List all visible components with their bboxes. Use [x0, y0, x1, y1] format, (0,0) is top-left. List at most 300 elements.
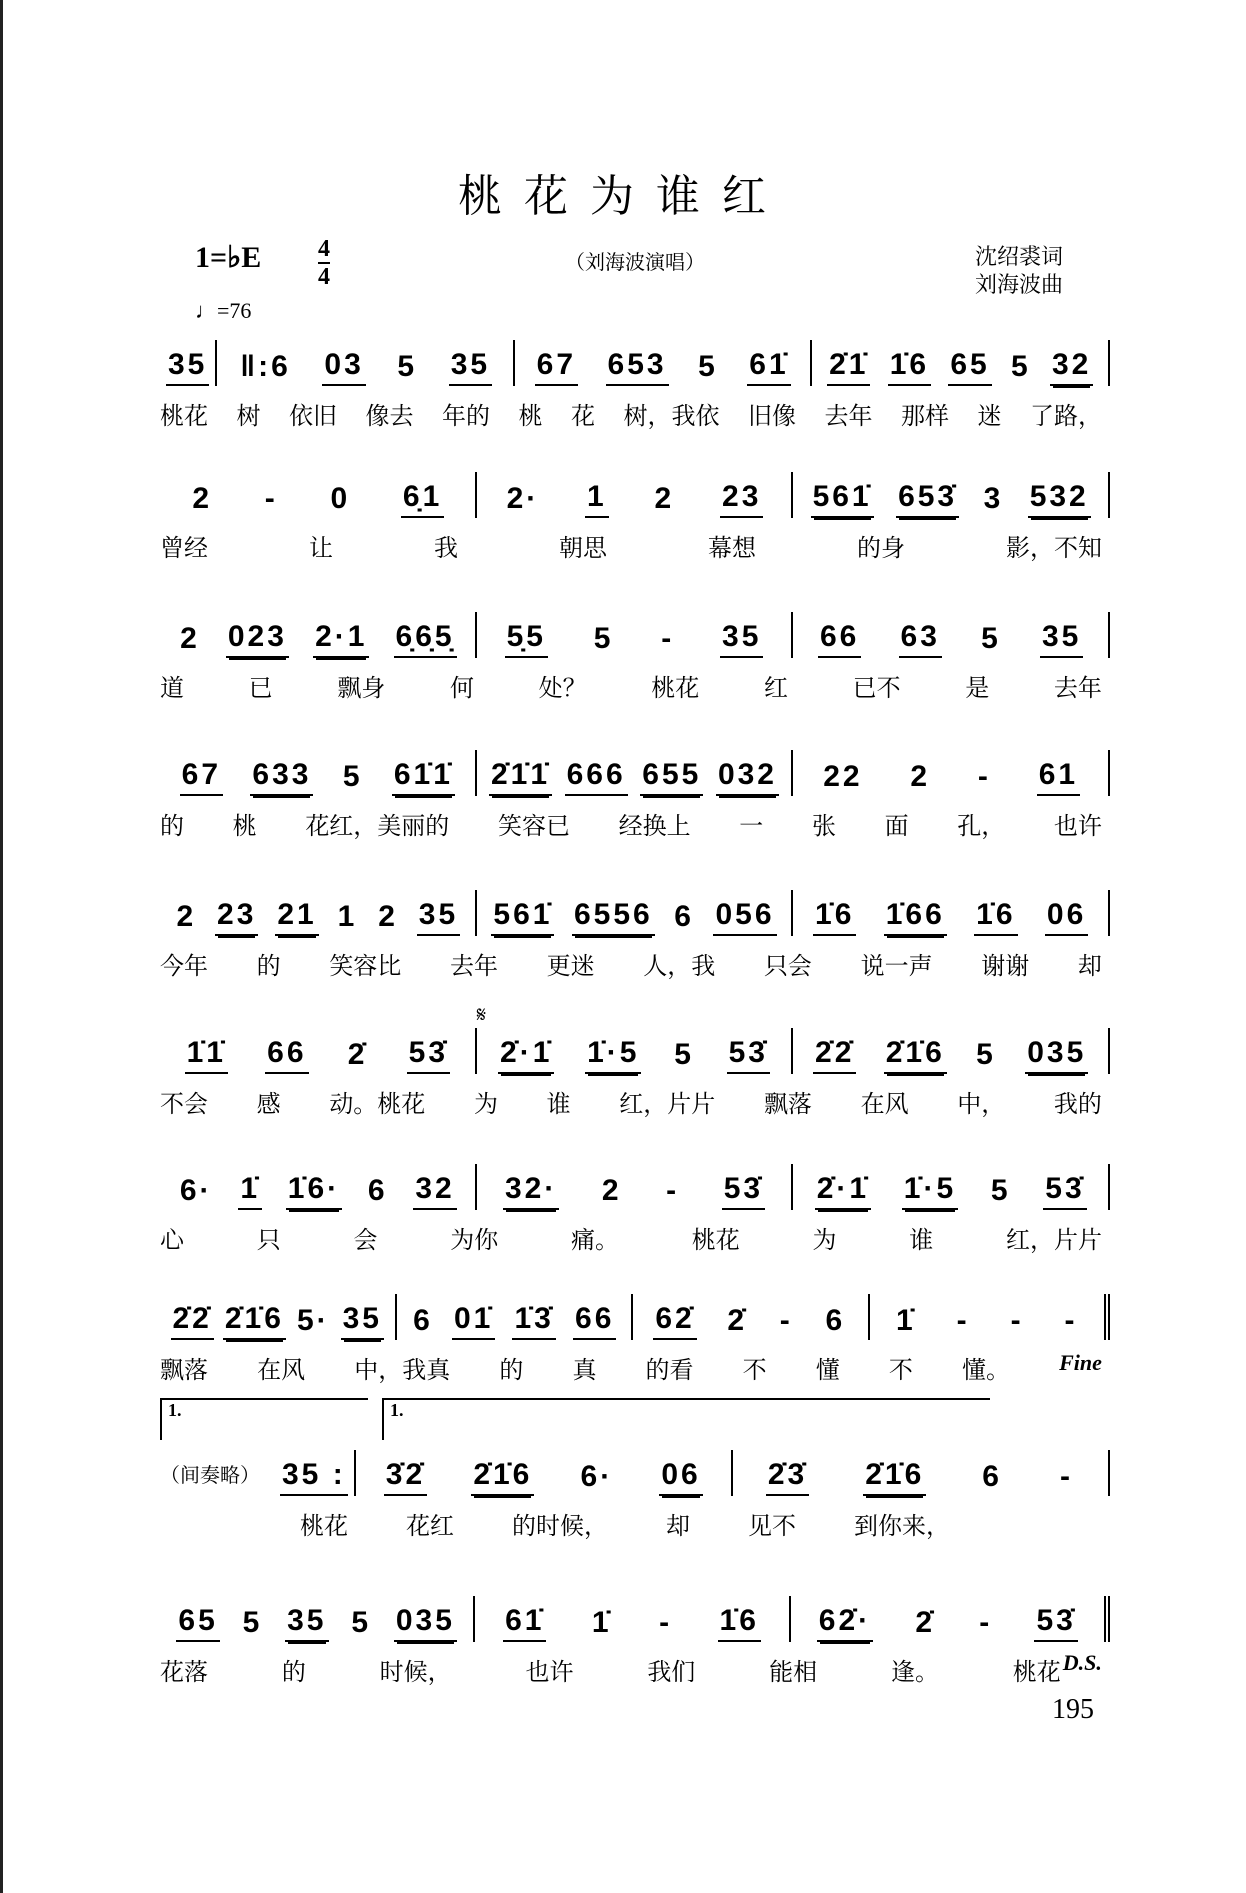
note-group: 62̇ — [653, 1302, 696, 1340]
note-group: 32 — [1050, 348, 1093, 386]
note-group: - — [666, 1174, 680, 1207]
notes-line — [160, 1164, 1110, 1210]
lyric-syllable: 依旧 — [289, 402, 337, 430]
score-row — [160, 750, 1110, 841]
note-group: - — [661, 622, 675, 655]
note-group: 6· — [179, 1174, 213, 1207]
lyric-syllable: 也许 — [1053, 812, 1102, 840]
note-group: 35 — [285, 1604, 328, 1642]
note-group: 5 — [351, 1606, 372, 1639]
note-group: 6 — [367, 1174, 388, 1207]
lyric-syllable: 中， — [957, 1090, 1006, 1118]
lyric-syllable: 旧像 — [748, 402, 796, 430]
composer-credit: 刘海波曲 — [975, 273, 1064, 298]
lyric-syllable: 一 — [739, 812, 764, 840]
note-group: 5 — [674, 1038, 694, 1071]
note-group: 0 — [330, 482, 351, 515]
lyric-syllable: 桃 — [232, 812, 257, 840]
note-group: 035 — [394, 1604, 457, 1642]
lyric-syllable: 让 — [309, 534, 333, 562]
score-row — [160, 1002, 1110, 1119]
score-row — [160, 1400, 1110, 1541]
lyric-syllable: 谁 — [909, 1226, 934, 1254]
note-group: 1̇·5 — [902, 1172, 958, 1210]
lyric-syllable: 桃花 — [1012, 1658, 1061, 1686]
note-group: 1̇6 — [888, 348, 931, 386]
lyric-syllable: 桃花 — [160, 402, 208, 430]
lyric-syllable: 为 — [812, 1226, 837, 1254]
lyric-syllable: 能相 — [769, 1658, 818, 1686]
note-group: 561̇ — [811, 480, 874, 518]
note-group: 2 — [910, 760, 931, 793]
note-group: 23 — [215, 898, 258, 936]
note-group: 63 — [899, 620, 942, 658]
note-group: - — [1059, 1460, 1073, 1493]
lyric-syllable: 像去 — [365, 402, 414, 430]
note-group: 35 — [417, 898, 460, 936]
ds-marking: D.S. — [1062, 1650, 1102, 1675]
lyric-syllable: 的时候， — [512, 1512, 608, 1540]
lyric-syllable: 我们 — [647, 1658, 696, 1686]
lyrics-line — [160, 1220, 1110, 1255]
note-group: 66 — [573, 1302, 616, 1340]
score-row — [160, 1596, 1110, 1687]
note-group: 1̇1̇ — [185, 1036, 228, 1074]
note-group: 53̇ — [722, 1172, 765, 1210]
note-group: 633 — [250, 758, 313, 796]
lyric-syllable: 是 — [965, 674, 990, 702]
note-group: 032 — [716, 758, 779, 796]
note-group: 1̇66 — [884, 898, 947, 936]
note-group: 532 — [1028, 480, 1091, 518]
note-group: 5 — [976, 1038, 996, 1071]
lyric-syllable: 只 — [256, 1226, 281, 1254]
note-group: 1̇6 — [718, 1604, 761, 1642]
lyric-syllable: 红，片片 — [619, 1090, 716, 1118]
score-row — [160, 890, 1110, 981]
lyrics-line — [160, 396, 1110, 431]
lyric-syllable: 幕想 — [708, 534, 756, 562]
note-group: 1̇ — [895, 1304, 916, 1337]
lyric-syllable: 何 — [449, 674, 474, 702]
lyric-syllable: 时候， — [379, 1658, 452, 1686]
score-row — [160, 1164, 1110, 1255]
note-group: 2 — [601, 1174, 622, 1207]
lyric-syllable: 年的 — [442, 402, 490, 430]
performer-credit: （刘海波演唱） — [565, 250, 705, 274]
lyric-syllable: 的 — [256, 952, 281, 980]
lyric-syllable: 桃花 — [300, 1512, 348, 1540]
note-group: 66 — [818, 620, 861, 658]
lyric-syllable: 去年 — [449, 952, 498, 980]
note-group: 01̇ — [452, 1302, 495, 1340]
key-signature: 1=♭E — [195, 241, 262, 274]
note-group: 6· — [580, 1460, 614, 1493]
note-group: 6 — [413, 1304, 433, 1337]
note-group: 2 — [192, 482, 213, 515]
note-group: 6̣6̣5̣ — [394, 620, 457, 658]
measure — [793, 1028, 1110, 1074]
note-group: 666 — [565, 758, 628, 796]
lyric-syllable: 却 — [1077, 952, 1102, 980]
note-group: 35 — [720, 620, 763, 658]
note-group: 53̇ — [1034, 1604, 1077, 1642]
measure — [476, 1002, 794, 1074]
note-group: 1̇ — [591, 1606, 612, 1639]
note-group: 5 — [981, 622, 1001, 655]
note-group: 03 — [322, 348, 365, 386]
note-group: 2 — [180, 622, 200, 655]
notes-line — [160, 340, 1110, 386]
lyric-syllable: 花红，美丽的 — [305, 812, 450, 840]
lyric-syllable: 不 — [888, 1356, 913, 1384]
score-row — [160, 1294, 1110, 1385]
notes-line — [160, 750, 1110, 796]
lyrics-line — [160, 806, 1110, 841]
note-group: 35 — [341, 1302, 384, 1340]
note-group: 2̇1̇6 — [884, 1036, 947, 1074]
lyric-syllable: 桃花 — [691, 1226, 740, 1254]
lyric-syllable: 面 — [884, 812, 909, 840]
measure — [793, 1164, 1110, 1210]
note-group: 5 — [342, 760, 363, 793]
note-group: - — [956, 1304, 970, 1337]
lyric-syllable: 张 — [811, 812, 836, 840]
note-group: 23 — [720, 480, 763, 518]
lyric-syllable: 见不 — [748, 1512, 796, 1540]
note-group: - — [1064, 1304, 1078, 1337]
lyric-syllable: 也许 — [525, 1658, 574, 1686]
note-group: 5 — [1011, 350, 1031, 383]
time-numerator: 4 — [318, 236, 330, 262]
note-group: 2̇1̇1̇ — [489, 758, 552, 796]
note-group: 61 — [1037, 758, 1080, 796]
lyric-syllable: 树，我依 — [623, 402, 720, 430]
measure — [160, 890, 477, 936]
lyric-syllable: 那样 — [901, 402, 949, 430]
lyricist-credit: 沈绍裘词 — [975, 245, 1064, 270]
note-group: 32 — [413, 1172, 456, 1210]
note-group: 1̇6 — [974, 898, 1017, 936]
note-group: 62̇· — [817, 1604, 873, 1642]
note-group: 35 — [449, 348, 492, 386]
note-group: 1 — [337, 900, 358, 933]
lyric-syllable: 的 — [160, 812, 184, 840]
score-row — [160, 612, 1110, 703]
lyric-syllable: 人，我 — [643, 952, 716, 980]
measure — [812, 340, 1110, 386]
lyric-syllable: 树 — [236, 402, 261, 430]
note-group: 65 — [948, 348, 991, 386]
lyric-syllable: 去年 — [824, 402, 873, 430]
measure — [477, 472, 794, 518]
note-group: 1̇ — [238, 1172, 262, 1210]
volta-1-bracket: 1. — [160, 1398, 368, 1440]
measure — [477, 612, 794, 658]
score-row — [160, 472, 1110, 563]
fine-marking: Fine — [1059, 1350, 1102, 1375]
score-row — [160, 340, 1110, 431]
page-edge-line — [0, 0, 3, 1893]
note-group: 21 — [275, 898, 318, 936]
measure — [477, 750, 794, 796]
note-group: - — [979, 1606, 993, 1639]
note-group: 32· — [503, 1172, 559, 1210]
notes-line — [160, 1294, 1110, 1340]
note-group: 035 — [1025, 1036, 1088, 1074]
lyrics-line — [160, 1350, 1110, 1385]
note-group: 06 — [659, 1458, 702, 1496]
lyrics-line — [160, 1506, 1110, 1541]
note-group: 2 — [378, 900, 398, 933]
note-group: 67 — [535, 348, 578, 386]
lyric-syllable: 了路， — [1030, 402, 1102, 430]
note-group: 6 — [825, 1304, 846, 1337]
lyric-syllable: 已不 — [852, 674, 901, 702]
measure — [793, 472, 1110, 518]
note-group: 2̇ — [347, 1038, 368, 1071]
note-group: 2̇1̇6 — [223, 1302, 286, 1340]
note-group: 5 — [593, 622, 614, 655]
note-group: 023 — [226, 620, 289, 658]
lyric-syllable: 只会 — [763, 952, 812, 980]
lyric-syllable: 为 — [473, 1090, 498, 1118]
lyric-syllable: 笑容已 — [497, 812, 570, 840]
measure — [793, 890, 1110, 936]
lyric-syllable: 动。桃花 — [329, 1090, 426, 1118]
lyric-syllable: 笑容比 — [329, 952, 402, 980]
measure — [217, 340, 515, 386]
note-group: 3 — [983, 482, 1004, 515]
lyrics-line — [160, 1652, 1110, 1687]
note-group: 53̇ — [1043, 1172, 1086, 1210]
measure — [160, 340, 217, 386]
measure — [274, 1450, 356, 1496]
lyric-syllable: 花 — [571, 402, 595, 430]
note-group: 6 — [982, 1460, 1002, 1493]
note-group: 53̇ — [407, 1036, 450, 1074]
measure — [160, 1596, 475, 1642]
note-group: - — [659, 1606, 673, 1639]
lyric-syllable: 今年 — [160, 952, 208, 980]
note-group: 6556 — [572, 898, 655, 936]
note-group: 53̇ — [727, 1036, 770, 1074]
lyric-syllable: 飘身 — [337, 674, 386, 702]
lyric-syllable: 迷 — [977, 402, 1002, 430]
lyric-syllable: 孔， — [957, 812, 1006, 840]
measure — [160, 1294, 397, 1340]
measure — [160, 612, 477, 658]
note-group: 65 — [176, 1604, 219, 1642]
measure — [793, 750, 1110, 796]
credits — [975, 244, 1063, 300]
lyric-syllable: 去年 — [1053, 674, 1102, 702]
note-group: 22 — [823, 760, 863, 793]
note-group: 2·1 — [313, 620, 369, 658]
note-group: 61̇ — [747, 348, 790, 386]
measure — [793, 612, 1110, 658]
lyric-syllable: 真 — [572, 1356, 597, 1384]
measure — [477, 890, 794, 936]
page-number: 195 — [1052, 1694, 1094, 1725]
note-group: 5· — [296, 1304, 330, 1337]
lyrics-line — [160, 946, 1110, 981]
lyric-syllable: 曾经 — [160, 534, 208, 562]
measure — [160, 1028, 477, 1074]
notes-line — [160, 472, 1110, 518]
note-group: 1̇3̇ — [512, 1302, 555, 1340]
note-group: 3̇2̇ — [384, 1458, 427, 1496]
lyric-syllable: 为你 — [450, 1226, 499, 1254]
time-denominator: 4 — [318, 264, 330, 290]
lyric-syllable: 会 — [353, 1226, 378, 1254]
note-group: 2 — [176, 900, 197, 933]
note-group: 2̇1̇6 — [471, 1458, 534, 1496]
note-group: 2̇2̇ — [813, 1036, 856, 1074]
note-group: 61̇ — [503, 1604, 546, 1642]
lyric-syllable: 谁 — [546, 1090, 571, 1118]
measure — [477, 1164, 794, 1210]
song-title: 桃花为谁红 — [458, 171, 788, 222]
notes-line — [160, 612, 1110, 658]
note-group: 35 : — [280, 1458, 348, 1496]
lyric-syllable: 我 — [434, 534, 458, 562]
note-group: 2̇·1̇ — [815, 1172, 871, 1210]
note-group: 66 — [265, 1036, 308, 1074]
note-group: 655 — [640, 758, 703, 796]
lyric-syllable: 懂 — [815, 1356, 840, 1384]
lyric-syllable: 飘落 — [160, 1356, 208, 1384]
measure — [515, 340, 813, 386]
measure — [160, 1164, 477, 1210]
note-group: 5 — [242, 1606, 263, 1639]
note-group: 056 — [713, 898, 776, 936]
lyric-syllable: 逢。 — [890, 1658, 939, 1686]
note-group: 2̇2̇ — [171, 1302, 214, 1340]
measure — [160, 472, 477, 518]
note-group: 1̇6 — [813, 898, 856, 936]
lyrics-line — [160, 668, 1110, 703]
notes-line — [160, 890, 1110, 936]
lyric-syllable: 影，不知 — [1006, 534, 1102, 562]
note-group: - — [1010, 1304, 1024, 1337]
note-group: 2̇·1̇ — [498, 1036, 554, 1074]
measure — [633, 1294, 870, 1340]
lyric-syllable: 红 — [763, 674, 788, 702]
lyric-syllable: 懂。 — [961, 1356, 1010, 1384]
note-group: 5 — [990, 1174, 1011, 1207]
tempo-marking: ♩=76 — [195, 298, 252, 323]
notes-line — [160, 1450, 1110, 1496]
note-group: ‖:6 — [240, 350, 291, 383]
lyric-syllable: 中，我真 — [354, 1356, 451, 1384]
lyric-syllable: 在风 — [257, 1356, 306, 1384]
volta-2-bracket: 1. — [382, 1398, 990, 1440]
time-signature — [318, 236, 330, 290]
notes-line — [160, 1596, 1110, 1642]
lyric-syllable: 花落 — [160, 1658, 208, 1686]
note-group: 561̇ — [491, 898, 554, 936]
lyric-syllable: 道 — [160, 674, 184, 702]
note-group: 2̇ — [915, 1606, 936, 1639]
lyric-syllable: 说一声 — [860, 952, 933, 980]
measure — [791, 1596, 1110, 1642]
lyric-syllable: 朝思 — [559, 534, 607, 562]
lyric-syllable: 谢谢 — [981, 952, 1030, 980]
lyric-syllable: 经换上 — [618, 812, 691, 840]
lyrics-line — [160, 528, 1110, 563]
segno-sign: 𝄋 — [476, 1002, 487, 1027]
lyric-syllable: 红，片片 — [1006, 1226, 1102, 1254]
note-group: - — [264, 482, 278, 515]
note-group: 6̣1 — [401, 480, 444, 518]
note-group: 1̇·5 — [585, 1036, 641, 1074]
note-group: 06 — [1045, 898, 1088, 936]
note-group: 653 — [606, 348, 669, 386]
lyric-syllable: 的 — [281, 1658, 306, 1686]
measure — [397, 1294, 634, 1340]
note-group: 1 — [585, 480, 609, 518]
note-group: 2̇1̇6 — [863, 1458, 926, 1496]
lyric-syllable: 的身 — [857, 534, 905, 562]
note-group: 6 — [674, 900, 694, 933]
note-group: 5 — [397, 350, 418, 383]
measure — [733, 1450, 1110, 1496]
lyric-with-ds — [1013, 1652, 1102, 1687]
note-group: 2̇3̇ — [766, 1458, 809, 1496]
measure — [475, 1596, 790, 1642]
note-group: 2̇1̇ — [827, 348, 870, 386]
lyric-syllable: 花红 — [406, 1512, 454, 1540]
notes-line — [160, 1002, 1110, 1074]
lyrics-line — [160, 1084, 1110, 1119]
note-group: 5 — [698, 350, 718, 383]
interlude-label: （间奏略） — [160, 1462, 260, 1487]
lyric-syllable: 不 — [742, 1356, 767, 1384]
lyric-syllable: 已 — [248, 674, 273, 702]
note-group: 61̇1̇ — [392, 758, 455, 796]
measure — [870, 1294, 1111, 1340]
note-group: 1̇6· — [286, 1172, 342, 1210]
lyric-syllable: 的看 — [645, 1356, 694, 1384]
note-group: 35 — [166, 348, 209, 386]
measure — [160, 750, 477, 796]
lyric-syllable: 桃 — [518, 402, 543, 430]
lyric-syllable: 心 — [160, 1226, 184, 1254]
note-group: 653̇ — [896, 480, 959, 518]
note-group: 5̣5 — [505, 620, 548, 658]
lyric-syllable: 不会 — [160, 1090, 208, 1118]
lyric-syllable: 到你来， — [854, 1512, 950, 1540]
lyric-syllable: 的 — [499, 1356, 524, 1384]
note-group: 2 — [654, 482, 675, 515]
lyric-syllable: 感 — [256, 1090, 281, 1118]
note-group: - — [779, 1304, 793, 1337]
note-group: 35 — [1040, 620, 1083, 658]
note-group: - — [977, 760, 991, 793]
measure — [356, 1450, 733, 1496]
lyric-syllable: 更迷 — [546, 952, 595, 980]
note-group: 67 — [180, 758, 223, 796]
lyric-syllable: 处？ — [538, 674, 587, 702]
lyric-syllable: 却 — [666, 1512, 690, 1540]
note-group: 2· — [506, 482, 540, 515]
lyric-syllable: 痛。 — [571, 1226, 619, 1254]
note-group: 2̇ — [727, 1304, 748, 1337]
lyric-syllable: 飘落 — [763, 1090, 812, 1118]
lyric-syllable: 我的 — [1053, 1090, 1102, 1118]
lyric-syllable: 在风 — [860, 1090, 909, 1118]
